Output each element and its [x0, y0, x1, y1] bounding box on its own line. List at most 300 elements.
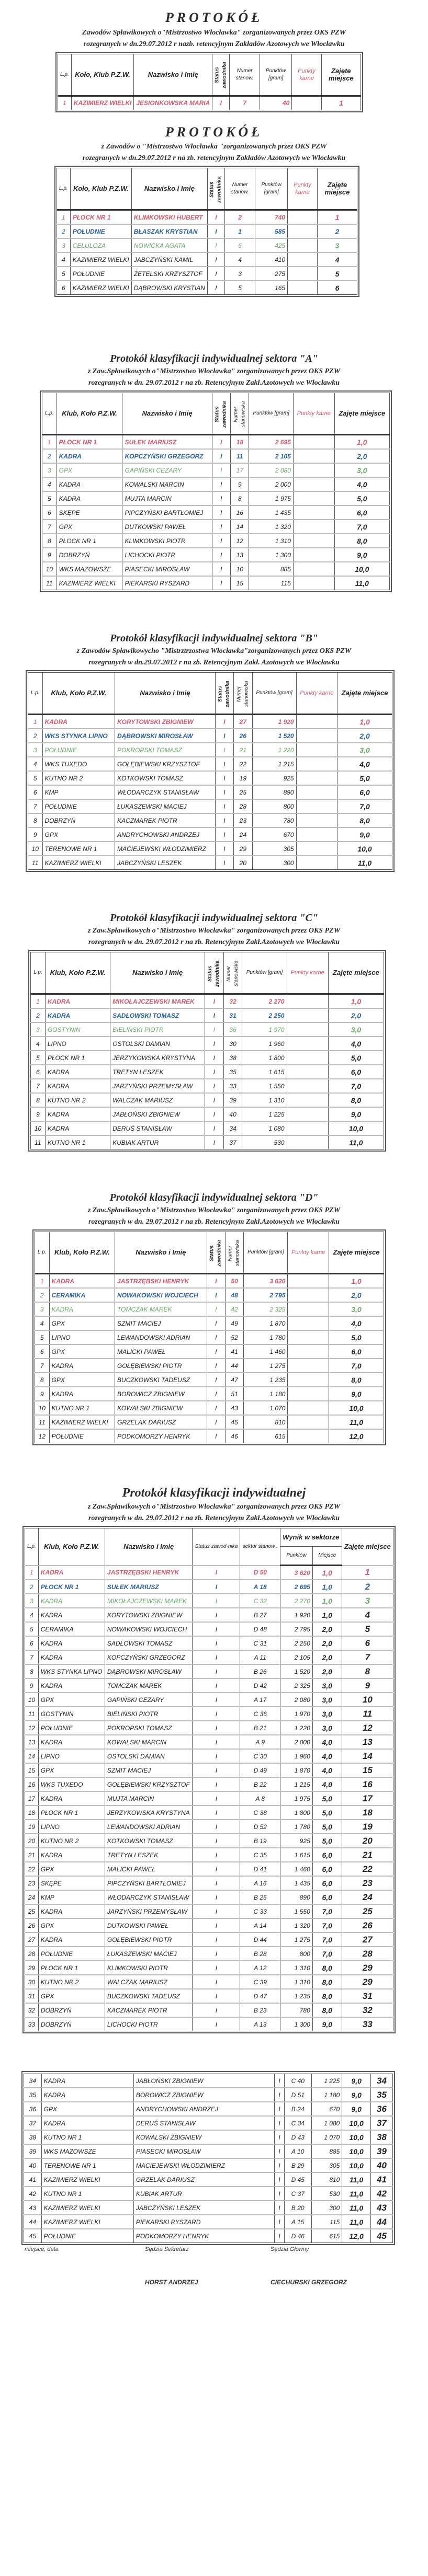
- table-row: [42, 435, 390, 450]
- table-row: [24, 2187, 393, 2201]
- cell-stand: 6: [224, 238, 255, 252]
- header-lp: L.p.: [42, 393, 57, 435]
- cell-points: 410: [255, 252, 288, 267]
- cell-sector-place: 1,0: [312, 1580, 342, 1594]
- header-penalty: Punkty karne: [287, 952, 328, 994]
- cell-sector-place: 11,0: [342, 2187, 371, 2201]
- cell-club: POŁUDNIE: [38, 1721, 105, 1735]
- table-row: [25, 1636, 393, 1650]
- table-row: [28, 813, 392, 827]
- cell-penalty: [293, 534, 334, 548]
- cell-status: I: [193, 1693, 240, 1707]
- cell-points: 2 270: [242, 994, 287, 1009]
- table-row: [28, 856, 392, 870]
- cell-lp: 6: [28, 785, 43, 799]
- table-row: [35, 1302, 384, 1316]
- table-row: [25, 1721, 393, 1735]
- cell-points: 780: [252, 813, 296, 827]
- cell-club: POŁUDNIE: [49, 1429, 115, 1443]
- cell-place: 28: [342, 1947, 393, 1961]
- cell-status: I: [215, 715, 233, 729]
- cell-lp: 12: [35, 1429, 50, 1443]
- cell-club: GPX: [38, 1693, 105, 1707]
- cell-club: DOBRZYŃ: [38, 2003, 105, 2017]
- cell-lp: 11: [28, 856, 43, 870]
- cell-penalty: [293, 435, 334, 450]
- cell-club: KADRA: [41, 2074, 133, 2088]
- cell-points: 1 310: [242, 1093, 287, 1107]
- cell-club: KUTNO NR 2: [38, 1975, 105, 1989]
- cell-penalty: [296, 842, 337, 856]
- cell-stand: 38: [223, 1051, 242, 1065]
- cell-penalty: [288, 1302, 329, 1316]
- cell-club: KAZIMIERZ WIELKI: [70, 281, 131, 295]
- cell-name: KORYTOWSKI ZBIGNIEW: [105, 1608, 193, 1622]
- cell-club: KADRA: [45, 994, 110, 1009]
- cell-points: 2 325: [244, 1302, 288, 1316]
- cell-points: 1 300: [280, 2017, 313, 2031]
- cell-place: 3: [342, 1594, 393, 1608]
- cell-lp: 44: [24, 2215, 42, 2229]
- cell-name: MACIEJEWSKI WŁODZIMIERZ: [115, 842, 215, 856]
- table-row: [28, 729, 392, 743]
- cell-name: BUCZKOWSKI TADEUSZ: [115, 1373, 207, 1387]
- cell-name: JABŁOŃSKI ZBIGNIEW: [133, 2074, 275, 2088]
- cell-club: KAZIMIERZ WIELKI: [57, 576, 122, 590]
- sector-c: [0, 912, 428, 1149]
- cell-name: JARZYŃSKI PRZEMYSŁAW: [110, 1079, 205, 1093]
- cell-sector: A 8: [240, 1791, 280, 1806]
- cell-penalty: [288, 1401, 329, 1415]
- cell-name: LEWANDOWSKI ADRIAN: [115, 1330, 207, 1344]
- header-penalty: Punkty karne: [288, 1232, 329, 1274]
- cell-club: PŁOCK NR 1: [38, 1961, 105, 1975]
- cell-stand: 45: [225, 1415, 243, 1429]
- header-points: Punktów [gram]: [255, 168, 288, 210]
- cell-lp: 12: [25, 1721, 39, 1735]
- cell-points: 2 695: [249, 435, 293, 450]
- overall: [0, 1485, 428, 2243]
- header-stand: Numer stanowiska: [225, 1232, 243, 1274]
- cell-status: I: [215, 771, 233, 785]
- cell-points: 1 460: [280, 1862, 313, 1876]
- cell-place: 17: [342, 1791, 393, 1806]
- cell-club: KADRA: [57, 449, 122, 463]
- cell-place: 8: [342, 1664, 393, 1678]
- cell-points: 1 235: [244, 1373, 288, 1387]
- cell-penalty: [288, 1330, 329, 1344]
- cell-place: 7,0: [329, 1359, 384, 1373]
- table-row: [35, 1330, 384, 1344]
- header-place: Zajęte miejsce: [337, 673, 392, 715]
- cell-club: KUTNO NR 2: [45, 1093, 110, 1107]
- cell-place: 10,0: [328, 1121, 384, 1135]
- cell-club: LIPNO: [49, 1330, 115, 1344]
- cell-status: I: [215, 743, 233, 757]
- cell-status: I: [193, 2003, 240, 2017]
- cell-stand: 14: [231, 520, 249, 534]
- cell-points: 810: [244, 1415, 288, 1429]
- table-row: [31, 994, 384, 1009]
- cell-penalty: [288, 1344, 329, 1359]
- table-row: [42, 505, 390, 520]
- cell-stand: 13: [231, 548, 249, 562]
- table-row: [31, 1022, 384, 1037]
- cell-penalty: [288, 210, 318, 225]
- cell-club: KADRA: [38, 1848, 105, 1862]
- cell-status: I: [215, 813, 233, 827]
- cell-points: 1 520: [252, 729, 296, 743]
- cell-status: I: [193, 1947, 240, 1961]
- cell-name: KOWALSKI MARCIN: [105, 1735, 193, 1749]
- cell-points: 1 225: [242, 1107, 287, 1121]
- cell-points: 2 105: [280, 1650, 313, 1664]
- cell-points: 1 080: [242, 1121, 287, 1135]
- table-row: [31, 1065, 384, 1079]
- cell-sector-place: 9,0: [342, 2102, 371, 2116]
- header-stand: Numer stanowiska: [231, 393, 249, 435]
- cell-name: MIKOŁAJCZEWSKI MAREK: [105, 1594, 193, 1608]
- cell-sector: A 10: [284, 2144, 311, 2158]
- cell-sector-place: 1,0: [312, 1594, 342, 1608]
- footer-spacer-4: [25, 2279, 145, 2286]
- cell-status: I: [275, 2144, 285, 2158]
- table-row: [25, 1791, 393, 1806]
- cell-points: 300: [252, 856, 296, 870]
- cell-points: 1 550: [242, 1079, 287, 1093]
- cell-lp: 42: [24, 2187, 42, 2201]
- cell-stand: 3: [224, 267, 255, 281]
- overall-subtitle-1: z Zaw.Spławikowych o"Mistrzostwo Włocławka" zorganizowanych przez OKS PZW: [87, 1503, 341, 1511]
- cell-name: BŁASZAK KRYSTIAN: [131, 224, 207, 238]
- cell-place: 8,0: [337, 813, 392, 827]
- cell-lp: 29: [25, 1961, 39, 1975]
- cell-name: KUBIAK ARTUR: [110, 1135, 205, 1149]
- cell-sector-place: 3,0: [312, 1721, 342, 1735]
- header-club: Klub, Koło P.Z.W.: [42, 673, 115, 715]
- cell-status: I: [205, 1121, 223, 1135]
- cell-status: I: [193, 1636, 240, 1650]
- cell-stand: 16: [231, 505, 249, 520]
- cell-lp: 10: [28, 842, 43, 856]
- cell-club: KADRA: [38, 1594, 105, 1608]
- cell-sector-place: 3,0: [312, 1678, 342, 1693]
- cell-name: KOPCZYŃSKI GRZEGORZ: [105, 1650, 193, 1664]
- cell-points: 1 275: [244, 1359, 288, 1373]
- cell-lp: 1: [31, 994, 46, 1009]
- cell-points: 670: [311, 2102, 342, 2116]
- cell-points: 1 310: [280, 1961, 313, 1975]
- cell-points: 1 220: [252, 743, 296, 757]
- cell-lp: 8: [28, 813, 43, 827]
- cell-status: I: [193, 1820, 240, 1834]
- protocol-2-table: [57, 168, 357, 295]
- cell-name: GOŁĘBIEWSKI PIOTR: [105, 1933, 193, 1947]
- table-row: [25, 1594, 393, 1608]
- cell-sector: D 50: [240, 1566, 280, 1580]
- cell-status: I: [205, 1008, 223, 1022]
- cell-points: 740: [255, 210, 288, 225]
- cell-name: NOWAKOWSKI WOJCIECH: [115, 1288, 207, 1302]
- cell-name: JABŁOŃSKI ZBIGNIEW: [110, 1107, 205, 1121]
- cell-place: 3,0: [328, 1022, 384, 1037]
- cell-lp: 26: [25, 1918, 39, 1933]
- cell-sector: C 35: [240, 1848, 280, 1862]
- cell-club: KADRA: [45, 1008, 110, 1022]
- cell-status: I: [193, 2017, 240, 2031]
- cell-sector: A 17: [240, 1693, 280, 1707]
- cell-place: 5,0: [334, 491, 389, 505]
- table-row: [25, 1777, 393, 1791]
- cell-sector-place: 7,0: [312, 1918, 342, 1933]
- cell-place: 34: [370, 2074, 392, 2088]
- cell-status: I: [207, 1415, 225, 1429]
- cell-name: SADŁOWSKI TOMASZ: [105, 1636, 193, 1650]
- cell-sector: B 25: [240, 1890, 280, 1904]
- cell-stand: 1: [224, 224, 255, 238]
- cell-name: MALICKI PAWEŁ: [105, 1862, 193, 1876]
- header-status: Status zawodnika: [212, 393, 230, 435]
- cell-penalty: [287, 1008, 328, 1022]
- overall-table: [25, 1528, 393, 2031]
- cell-status: I: [207, 210, 224, 225]
- cell-status: I: [193, 1721, 240, 1735]
- cell-sector: D 41: [240, 1862, 280, 1876]
- cell-lp: 1: [42, 435, 57, 450]
- cell-place: 5: [342, 1622, 393, 1636]
- cell-place: 4,0: [337, 757, 392, 771]
- cell-lp: 9: [25, 1678, 39, 1693]
- cell-points: 890: [280, 1890, 313, 1904]
- table-row: [35, 1359, 384, 1373]
- table-row: [35, 1344, 384, 1359]
- header-status: Status zawodnika: [207, 168, 224, 210]
- table-row: [25, 1876, 393, 1890]
- cell-points: 275: [255, 267, 288, 281]
- header-name: Nazwisko i Imię: [115, 1232, 207, 1274]
- cell-points: 885: [311, 2144, 342, 2158]
- cell-name: KOTKOWSKI TOMASZ: [105, 1834, 193, 1848]
- table-row: [35, 1316, 384, 1330]
- cell-points: 1 435: [249, 505, 293, 520]
- table-row: [42, 491, 390, 505]
- cell-lp: 4: [31, 1037, 46, 1051]
- cell-sector-place: 2,0: [312, 1636, 342, 1650]
- cell-sector-place: 11,0: [342, 2201, 371, 2215]
- cell-place: 15: [342, 1763, 393, 1777]
- cell-penalty: [296, 743, 337, 757]
- cell-penalty: [288, 1359, 329, 1373]
- sector-b-heading: [0, 632, 428, 668]
- cell-sector: C 34: [284, 2116, 311, 2130]
- cell-club: CELULOZA: [70, 238, 131, 252]
- cell-name: GRZELAK DARIUSZ: [115, 1415, 207, 1429]
- cell-points: 2 080: [249, 463, 293, 477]
- cell-place: 7: [342, 1650, 393, 1664]
- cell-lp: 7: [35, 1359, 50, 1373]
- cell-stand: 27: [234, 715, 252, 729]
- cell-club: GPX: [49, 1316, 115, 1330]
- sector-c-title: Protokół klasyfikacji indywidualnej sektora "C": [110, 912, 318, 924]
- cell-penalty: [288, 1415, 329, 1429]
- table-row: [25, 1749, 393, 1763]
- cell-lp: 40: [24, 2158, 42, 2172]
- table-row: [35, 1401, 384, 1415]
- cell-club: GPX: [57, 463, 122, 477]
- cell-place: 6: [342, 1636, 393, 1650]
- cell-status: I: [205, 1037, 223, 1051]
- cell-place: 16: [342, 1777, 393, 1791]
- cell-name: PIASECKI MIROSŁAW: [133, 2144, 275, 2158]
- cell-name: ŁUKASZEWSKI MACIEJ: [105, 1947, 193, 1961]
- cell-points: 1 460: [244, 1344, 288, 1359]
- table-row: [31, 1121, 384, 1135]
- cell-name: JERZYKOWSKA KRYSTYNA: [105, 1806, 193, 1820]
- cell-sector-place: 2,0: [312, 1622, 342, 1636]
- cell-status: I: [193, 1848, 240, 1862]
- cell-place: 1: [342, 1566, 393, 1580]
- cell-lp: 15: [25, 1763, 39, 1777]
- protocol-1-table: [58, 54, 361, 110]
- table-row: [25, 1961, 393, 1975]
- cell-status: I: [207, 1387, 225, 1401]
- cell-lp: 6: [25, 1636, 39, 1650]
- cell-sector-place: 6,0: [312, 1890, 342, 1904]
- protocol-2-subtitle-2: rozegranych w dn.29.07.2012 r na zb. retencyjnym Zakładów Azotowych we Włocławku: [82, 154, 346, 162]
- cell-stand: 2: [224, 210, 255, 225]
- cell-place: 21: [342, 1848, 393, 1862]
- cell-club: KADRA: [38, 1735, 105, 1749]
- cell-sector-place: 4,0: [312, 1749, 342, 1763]
- cell-place: 6,0: [337, 785, 392, 799]
- header-points: Punktów [gram]: [260, 54, 291, 96]
- protocol-1-heading: [0, 9, 428, 50]
- cell-stand: 40: [223, 1107, 242, 1121]
- cell-name: SZMIT MACIEJ: [105, 1763, 193, 1777]
- cell-sector: B 22: [240, 1777, 280, 1791]
- cell-sector-place: 8,0: [312, 1975, 342, 1989]
- cell-status: I: [275, 2130, 285, 2144]
- cell-club: SKĘPE: [57, 505, 122, 520]
- cell-lp: 3: [31, 1022, 46, 1037]
- cell-points: 1 960: [242, 1037, 287, 1051]
- cell-sector: D 43: [284, 2130, 311, 2144]
- cell-status: I: [193, 1566, 240, 1580]
- table-row: [24, 2158, 393, 2172]
- cell-status: I: [212, 562, 230, 576]
- cell-lp: 2: [31, 1008, 46, 1022]
- cell-lp: 25: [25, 1904, 39, 1918]
- cell-points: 1 310: [280, 1975, 313, 1989]
- cell-sector: B 29: [284, 2158, 311, 2172]
- header-place: Zajęte miejsce: [342, 1528, 393, 1566]
- cell-points: 2 000: [280, 1735, 313, 1749]
- cell-sector: A 16: [240, 1876, 280, 1890]
- cell-stand: 4: [224, 252, 255, 267]
- cell-place: 40: [370, 2158, 392, 2172]
- header-points: Punktów [gram]: [252, 673, 296, 715]
- cell-club: POŁUDNIE: [41, 2229, 133, 2243]
- table-row: [25, 1975, 393, 1989]
- cell-name: POKROPSKI TOMASZ: [115, 743, 215, 757]
- cell-status: I: [193, 1904, 240, 1918]
- cell-name: DĄBROWSKI KRYSTIAN: [131, 281, 207, 295]
- cell-sector-place: 4,0: [312, 1777, 342, 1791]
- header-status: Status zawodnika: [205, 952, 223, 994]
- sector-d-table: [35, 1232, 384, 1443]
- cell-lp: 8: [31, 1093, 46, 1107]
- sector-d-title: Protokół klasyfikacji indywidualnej sektora "D": [109, 1192, 319, 1203]
- cell-place: 4: [342, 1608, 393, 1622]
- cell-club: LIPNO: [45, 1037, 110, 1051]
- cell-points: 2 795: [280, 1622, 313, 1636]
- header-stand: Numer stanow.: [224, 168, 255, 210]
- cell-lp: 11: [42, 576, 57, 590]
- cell-sector: A 12: [240, 1961, 280, 1975]
- cell-name: BOROWICZ ZBIGNIEW: [133, 2088, 275, 2102]
- cell-stand: 31: [223, 1008, 242, 1022]
- cell-penalty: [293, 562, 334, 576]
- cell-lp: 4: [57, 252, 71, 267]
- cell-status: I: [275, 2116, 285, 2130]
- cell-place: 8,0: [329, 1373, 384, 1387]
- cell-lp: 39: [24, 2144, 42, 2158]
- place-date-label: miejsce, data: [25, 2246, 59, 2252]
- cell-stand: 34: [223, 1121, 242, 1135]
- sector-d-subtitle-1: z Zaw.Spławikowych o"Mistrzostwo Włocławka" zorganizowanych przez OKS PZW: [87, 1206, 341, 1214]
- cell-lp: 1: [58, 96, 72, 110]
- cell-name: KACZMAREK PIOTR: [115, 813, 215, 827]
- cell-sector-place: 10,0: [342, 2158, 371, 2172]
- cell-points: 305: [311, 2158, 342, 2172]
- cell-lp: 9: [42, 548, 57, 562]
- table-row: [25, 1989, 393, 2003]
- table-row: [35, 1429, 384, 1443]
- protocol-1-title: PROTOKÓŁ: [165, 10, 263, 25]
- header-name: Nazwisko i Imię: [115, 673, 215, 715]
- cell-status: I: [193, 1594, 240, 1608]
- header-points: Punktów [gram]: [244, 1232, 288, 1274]
- table-row: [35, 1274, 384, 1289]
- cell-sector-place: 2,0: [312, 1650, 342, 1664]
- cell-place: 6,0: [334, 505, 389, 520]
- cell-points: 885: [249, 562, 293, 576]
- cell-place: 7,0: [334, 520, 389, 534]
- cell-place: 10: [342, 1693, 393, 1707]
- cell-status: I: [212, 534, 230, 548]
- cell-lp: 5: [31, 1051, 46, 1065]
- header-stand: Numer stanowiska: [234, 673, 252, 715]
- cell-place: 42: [370, 2187, 392, 2201]
- table-row: [31, 1051, 384, 1065]
- cell-lp: 32: [25, 2003, 39, 2017]
- cell-club: KAZIMIERZ WIELKI: [70, 252, 131, 267]
- cell-stand: 9: [231, 477, 249, 491]
- cell-penalty: [287, 1065, 328, 1079]
- cell-status: I: [207, 238, 224, 252]
- cell-place: 5,0: [337, 771, 392, 785]
- cell-name: JABCZYŃSKI LESZEK: [133, 2201, 275, 2215]
- sector-d: [0, 1191, 428, 1443]
- cell-sector: C 36: [240, 1707, 280, 1721]
- cell-club: KADRA: [45, 1065, 110, 1079]
- cell-sector: D 45: [284, 2172, 311, 2187]
- cell-sector-place: 7,0: [312, 1947, 342, 1961]
- cell-place: 4: [318, 252, 357, 267]
- cell-status: I: [207, 281, 224, 295]
- cell-points: 1 520: [280, 1664, 313, 1678]
- cell-place: 11,0: [337, 856, 392, 870]
